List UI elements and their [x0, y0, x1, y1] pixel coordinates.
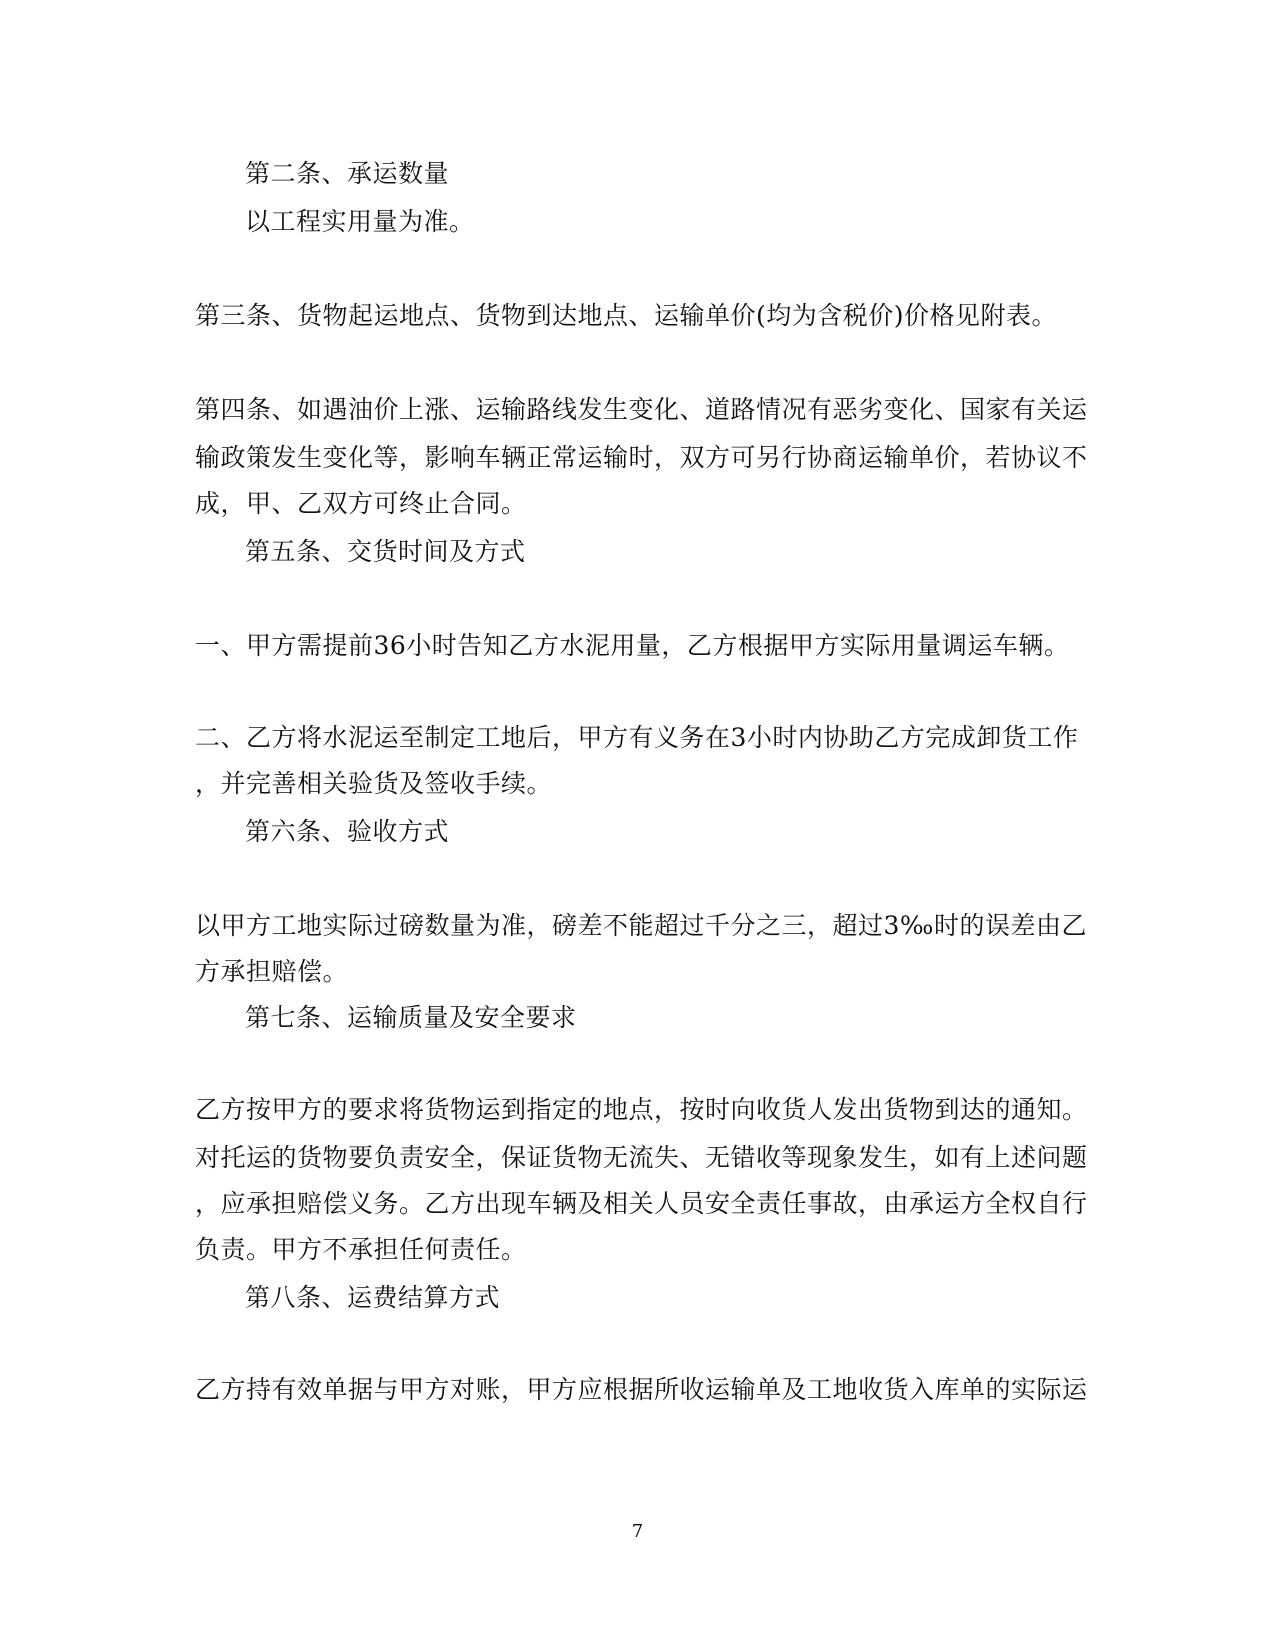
article-7-text-line-4: 负责。甲方不承担任何责任。: [195, 1235, 527, 1264]
article-6-text-line-1: 以甲方工地实际过磅数量为准，磅差不能超过千分之三，超过3‰时的误差由乙: [195, 911, 1087, 940]
article-2-text: 以工程实用量为准。: [245, 207, 475, 236]
article-8-text-line-1: 乙方持有效单据与甲方对账，甲方应根据所收运输单及工地收货入库单的实际运: [195, 1375, 1088, 1404]
article-5-item-2-line-2: ，并完善相关验货及签收手续。: [195, 769, 553, 798]
article-6-heading: 第六条、验收方式: [245, 817, 450, 846]
article-3-text: 第三条、货物起运地点、货物到达地点、运输单价(均为含税价)价格见附表。: [195, 301, 1058, 330]
article-4-text-line-3: 成，甲、乙双方可终止合同。: [195, 489, 527, 518]
article-7-heading: 第七条、运输质量及安全要求: [245, 1003, 577, 1032]
article-7-text-line-1: 乙方按甲方的要求将货物运到指定的地点，按时向收货人发出货物到达的通知。: [195, 1095, 1088, 1124]
article-7-text-line-2: 对托运的货物要负责安全，保证货物无流失、无错收等现象发生，如有上述问题: [195, 1143, 1088, 1172]
article-5-item-2-line-1: 二、乙方将水泥运至制定工地后，甲方有义务在3小时内协助乙方完成卸货工作: [195, 723, 1079, 752]
article-6-text-line-2: 方承担赔偿。: [195, 957, 349, 986]
article-4-text-line-2: 输政策发生变化等，影响车辆正常运输时，双方可另行协商运输单价，若协议不: [195, 443, 1088, 472]
article-5-item-1: 一、甲方需提前36小时告知乙方水泥用量，乙方根据甲方实际用量调运车辆。: [195, 631, 1070, 660]
page-number: 7: [631, 1521, 644, 1542]
article-7-text-line-3: ，应承担赔偿义务。乙方出现车辆及相关人员安全责任事故，由承运方全权自行: [195, 1189, 1088, 1218]
article-4-text-line-1: 第四条、如遇油价上涨、运输路线发生变化、道路情况有恶劣变化、国家有关运: [195, 395, 1088, 424]
article-2-heading: 第二条、承运数量: [245, 159, 450, 188]
article-5-heading: 第五条、交货时间及方式: [245, 537, 526, 566]
article-8-heading: 第八条、运费结算方式: [245, 1283, 501, 1312]
